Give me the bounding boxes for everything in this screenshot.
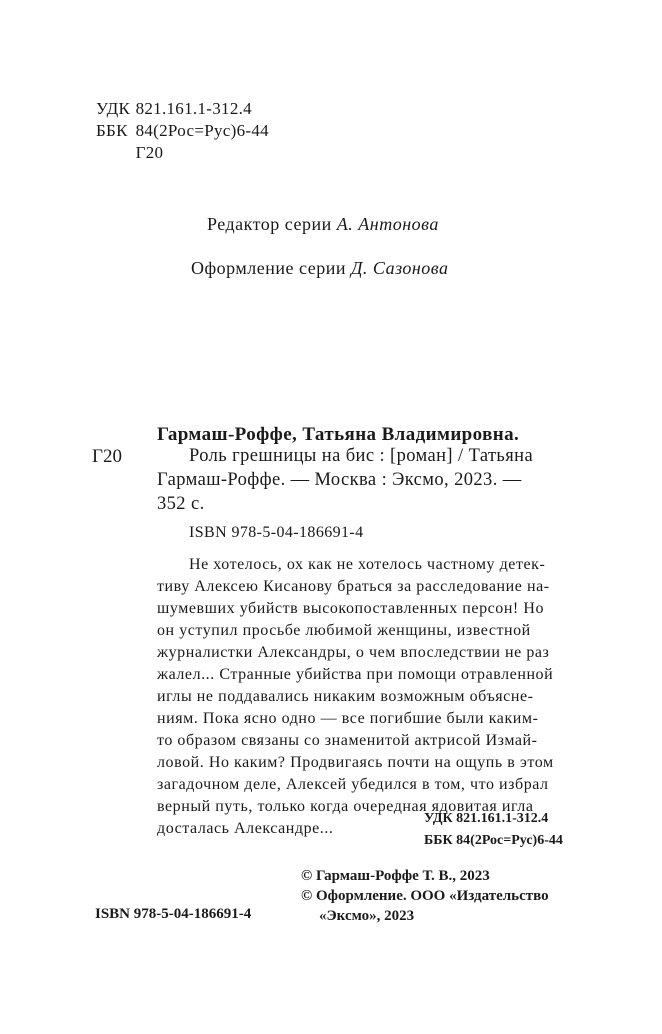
copyright-block bbox=[301, 866, 549, 926]
annotation-line: жалел... Странные убийства при помощи отравленной bbox=[157, 666, 554, 683]
annotation-line: то образом связаны со знаменитой актрисой Измай- bbox=[157, 732, 538, 749]
author-sign-row bbox=[96, 142, 269, 164]
editor-label: Редактор серии bbox=[207, 214, 332, 234]
udk-row bbox=[96, 98, 269, 120]
annotation-line: он уступил просьбе любимой женщины, известной bbox=[157, 622, 531, 639]
isbn-line: ISBN 978-5-04-186691-4 bbox=[189, 524, 364, 541]
footer-udk: УДК 821.161.1-312.4 bbox=[424, 811, 549, 826]
author-sign: Г20 bbox=[135, 143, 164, 162]
series-editor bbox=[207, 214, 439, 235]
bbk-label: ББК bbox=[96, 121, 128, 140]
annotation bbox=[157, 554, 595, 840]
isbn-bottom: ISBN 978-5-04-186691-4 bbox=[95, 906, 252, 922]
udk-label: УДК bbox=[96, 99, 131, 118]
annotation-line: ловой. Но каким? Продвигаясь почти на ощупь в этом bbox=[157, 754, 554, 771]
annotation-line: Не хотелось, ох как не хотелось частному детек- bbox=[189, 556, 546, 573]
classification-block bbox=[96, 98, 269, 164]
annotation-line: иглы не поддавались никаким возможным объясне- bbox=[157, 688, 534, 705]
author-heading: Гармаш-Роффе, Татьяна Владимировна. bbox=[157, 424, 520, 445]
copyright-line-3: «Эксмо», 2023 bbox=[319, 908, 415, 924]
footer-bbk: ББК 84(2Рос=Рус)6-44 bbox=[424, 833, 563, 848]
series-design bbox=[191, 258, 448, 279]
bib-line-2: Гармаш-Роффе. — Москва : Эксмо, 2023. — bbox=[157, 470, 522, 490]
design-name: Д. Сазонова bbox=[350, 258, 449, 278]
annotation-line: досталась Александре... bbox=[157, 820, 334, 837]
footer-codes bbox=[424, 808, 563, 852]
bib-line-1: Роль грешницы на бис : [роман] / Татьяна bbox=[189, 446, 534, 466]
bib-line-3: 352 с. bbox=[157, 494, 205, 514]
copyright-line-1: © Гармаш-Роффе Т. В., 2023 bbox=[301, 868, 490, 884]
annotation-line: загадочном деле, Алексей убедился в том, что избрал bbox=[157, 776, 549, 793]
copyright-line-2: © Оформление. ООО «Издательство bbox=[301, 888, 549, 904]
bbk-value: 84(2Рос=Рус)6-44 bbox=[135, 121, 269, 140]
author-sign-left: Г20 bbox=[92, 446, 122, 467]
annotation-line: верный путь, только когда очередная ядовитая игла bbox=[157, 798, 534, 815]
annotation-line: журналистки Александры, о чем впоследствии не раз bbox=[157, 644, 550, 661]
udk-value: 821.161.1-312.4 bbox=[135, 99, 252, 118]
annotation-line: ниям. Пока ясно одно — все погибшие были каким- bbox=[157, 710, 539, 727]
bbk-row bbox=[96, 120, 269, 142]
annotation-line: тиву Алексею Кисанову браться за расследование на- bbox=[157, 578, 550, 595]
editor-name: А. Антонова bbox=[336, 214, 439, 234]
design-label: Оформление серии bbox=[191, 258, 346, 278]
annotation-line: шумевших убийств высокопоставленных персон! Но bbox=[157, 600, 545, 617]
